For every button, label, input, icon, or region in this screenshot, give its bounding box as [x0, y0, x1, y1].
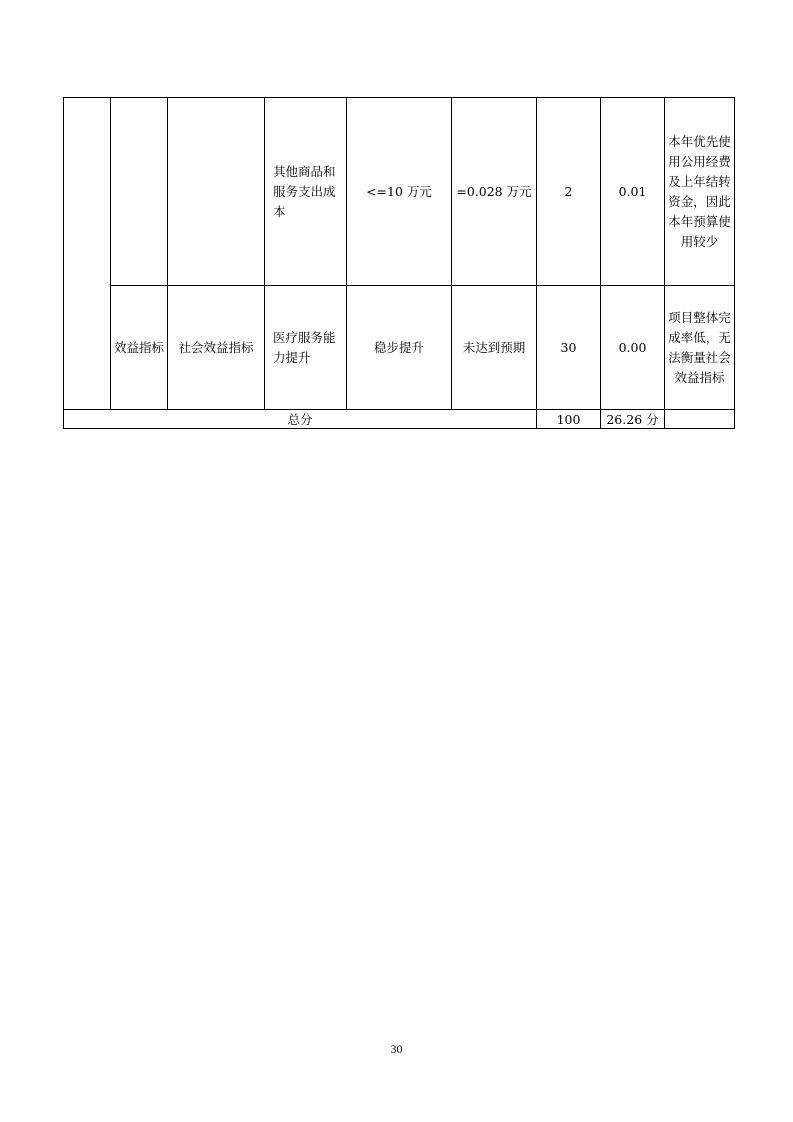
- weight-cell: 30: [537, 286, 601, 410]
- indicator-level2-cell: [111, 98, 168, 286]
- score-cell: 0.01: [601, 98, 665, 286]
- table-row: [64, 98, 735, 286]
- table-row: [64, 286, 735, 410]
- indicator-level3-cell: 社会效益指标: [168, 286, 265, 410]
- indicator-level2-cell: 效益指标: [111, 286, 168, 410]
- total-label-cell: 总分: [64, 410, 537, 429]
- total-reason-cell: [665, 410, 735, 429]
- page-number: 30: [390, 1042, 403, 1056]
- reason-cell: 本年优先使用公用经费及上年结转资金，因此本年预算使用较少: [665, 98, 735, 286]
- actual-value-cell: =0.028 万元: [452, 98, 537, 286]
- weight-cell: 2: [537, 98, 601, 286]
- target-value-cell: <=10 万元: [347, 98, 452, 286]
- indicator-name-cell: 医疗服务能力提升: [265, 286, 347, 410]
- target-value-cell: 稳步提升: [347, 286, 452, 410]
- total-weight-cell: 100: [537, 410, 601, 429]
- total-row: [64, 410, 735, 429]
- actual-value-cell: 未达到预期: [452, 286, 537, 410]
- score-cell: 0.00: [601, 286, 665, 410]
- total-score-cell: 26.26 分: [601, 410, 665, 429]
- indicator-name-cell: 其他商品和服务支出成本: [265, 98, 347, 286]
- indicator-level3-cell: [168, 98, 265, 286]
- indicator-level1-cell: [64, 98, 111, 410]
- reason-cell: 项目整体完成率低，无法衡量社会效益指标: [665, 286, 735, 410]
- performance-score-table: [63, 97, 735, 429]
